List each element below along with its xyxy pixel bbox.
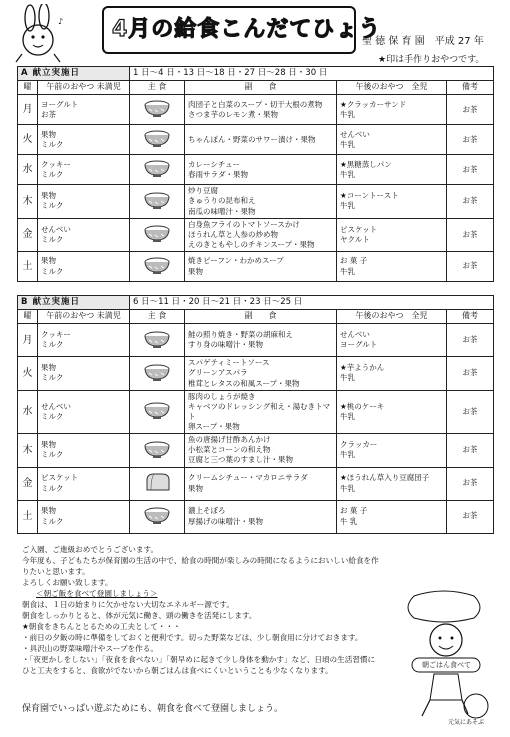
footer-line: よろしくお願い致します。 [22,578,113,587]
remarks-cell: お茶 [447,324,494,357]
day-cell: 月 [18,95,38,125]
pm-snack-cell: せんべい ヨーグルト [337,324,447,357]
menu-dates: 1 日～4 日・13 日～18 日・27 日～28 日・30 日 [130,67,494,81]
day-cell: 木 [18,185,38,218]
side-dish-cell: スパゲティミートソース グリーンアスパラ 椎茸とレタスの和風スープ・果物 [185,357,337,390]
menu-label: A 献立実施日 [18,67,130,81]
side-dish-cell: 豚肉のしょうが焼き キャベツのドレッシング和え・湯むきトマト 卵スープ・果物 [185,390,337,434]
pm-snack-cell: ★黒糖蒸しパン 牛乳 [337,155,447,185]
rice-bowl-icon [142,223,172,243]
staple-cell [130,500,185,533]
menu-table-b [17,295,494,534]
staple-cell [130,467,185,500]
am-snack-cell: 果物 ミルク [38,125,130,155]
page-title: 4月の給食こんだてひょう [112,17,382,42]
day-cell: 金 [18,218,38,251]
day-cell: 火 [18,357,38,390]
footer-line: ＜朝ご飯を食べて登園しましょう＞ [36,589,158,598]
am-snack-cell: 果物 ミルク [38,357,130,390]
remarks-cell: お茶 [447,467,494,500]
pm-snack-cell: お 菓 子 牛 乳 [337,500,447,533]
handmade-note: ★印は手作りおやつです。 [378,55,485,65]
day-cell: 木 [18,434,38,467]
pm-snack-cell: ★ほうれん草入り豆腐団子 牛乳 [337,467,447,500]
day-cell: 水 [18,155,38,185]
col-day: 曜 [18,81,38,95]
rice-bowl-icon [142,190,172,210]
table-row [18,500,494,533]
remarks-cell: お茶 [447,500,494,533]
day-cell: 土 [18,252,38,282]
col-am-snack: 午前のおやつ 未満児 [38,310,130,324]
footer-text [22,544,382,676]
side-dish-cell: ちゃんぽん・野菜のサワー漬け・果物 [185,125,337,155]
table-row [18,252,494,282]
table-row [18,185,494,218]
rice-bowl-icon [142,439,172,459]
remarks-cell: お茶 [447,155,494,185]
col-remarks: 備考 [447,310,494,324]
staple-cell [130,252,185,282]
rice-bowl-icon [142,128,172,148]
side-dish-cell: 白身魚フライのトマトソースかけ ほうれん草と人参の炒め物 えのきともやしのチキンスープ・果物 [185,218,337,251]
am-snack-cell: 果物 ミルク [38,185,130,218]
am-snack-cell: ヨーグルト お茶 [38,95,130,125]
remarks-cell: お茶 [447,357,494,390]
footer-line: ご入園、ご進級おめでとうございます。 [22,545,159,554]
col-am-snack: 午前のおやつ 未満児 [38,81,130,95]
remarks-cell: お茶 [447,95,494,125]
rice-bowl-icon [142,362,172,382]
remarks-cell: お茶 [447,218,494,251]
table-row [18,357,494,390]
am-snack-cell: 果物 ミルク [38,500,130,533]
col-day: 曜 [18,310,38,324]
footer-line: ・「夜更かしをしない」「夜食を食べない」「朝早めに起きて少し身体を動かす」など、日頃の生活習慣に [22,655,376,664]
staple-cell [130,155,185,185]
pm-snack-cell: せんべい 牛乳 [337,125,447,155]
table-row [18,155,494,185]
remarks-cell: お茶 [447,252,494,282]
boy-eating-breakfast-illustration [394,588,494,728]
footer-line: ・前日の夕飯の時に準備をしておくと便利です。切った野菜などは、少し朝食用に分けておきます。 [22,633,363,642]
rice-bowl-icon [142,329,172,349]
col-staple: 主 食 [130,310,185,324]
staple-cell [130,357,185,390]
col-staple: 主 食 [130,81,185,95]
pm-snack-cell: ビスケット ヤクルト [337,218,447,251]
school-name: 聖 徳 保 育 園 平成 27 年 [362,36,484,47]
table-row [18,95,494,125]
pm-snack-cell: お 菓 子 牛乳 [337,252,447,282]
footer-line: 朝食をしっかりとると、体が元気に働き、頭の働きを活発にします。 [22,611,257,620]
menu-band [18,296,494,310]
svg-text:♪: ♪ [58,17,64,26]
pm-snack-cell: クラッカー 牛乳 [337,434,447,467]
side-dish-cell: 焼きビーフン・わかめスープ 果物 [185,252,337,282]
side-dish-cell: 濃上そぼろ 厚揚げの味噌汁・果物 [185,500,337,533]
day-cell: 水 [18,390,38,434]
rice-bowl-icon [142,505,172,525]
table-row [18,125,494,155]
illustration-signature: 元気にあそぶ [448,719,485,726]
closing-line: 保育園でいっぱい遊ぶためにも、朝食を食べて登園しましょう。 [22,704,284,714]
table-row [18,324,494,357]
side-dish-cell: クリームシチュー・マカロニサラダ 果物 [185,467,337,500]
staple-cell [130,324,185,357]
day-cell: 土 [18,500,38,533]
day-cell: 火 [18,125,38,155]
side-dish-cell: 炒り豆腐 きゅうりの昆布和え 南瓜の味噌汁・果物 [185,185,337,218]
menu-table-a [17,66,494,282]
side-dish-cell: 肉団子と白菜のスープ・切干大根の煮物 さつま芋のレモン煮・果物 [185,95,337,125]
pm-snack-cell: ★コーントースト 牛乳 [337,185,447,218]
col-pm-snack: 午後のおやつ 全児 [337,310,447,324]
staple-cell [130,95,185,125]
rice-bowl-icon [142,158,172,178]
pm-snack-cell: ★桃のケーキ 牛乳 [337,390,447,434]
illustration-caption: 朝ごはん食べて [422,661,471,669]
footer-line: ・具沢山の野菜味噌汁やスープを作る。 [22,644,158,653]
remarks-cell: お茶 [447,390,494,434]
remarks-cell: お茶 [447,434,494,467]
table-row [18,467,494,500]
rice-bowl-icon [142,98,172,118]
col-side: 副 食 [185,81,337,95]
remarks-cell: お茶 [447,125,494,155]
side-dish-cell: 鮭の照り焼き・野菜の胡麻和え すり身の味噌汁・果物 [185,324,337,357]
remarks-cell: お茶 [447,185,494,218]
table-row [18,434,494,467]
staple-cell [130,218,185,251]
am-snack-cell: 果物 ミルク [38,434,130,467]
side-dish-cell: カレーシチュー 春雨サラダ・果物 [185,155,337,185]
am-snack-cell: 果物 ミルク [38,252,130,282]
menu-dates: 6 日～11 日・20 日～21 日・23 日～25 日 [130,296,494,310]
day-cell: 月 [18,324,38,357]
rice-bowl-icon [142,400,172,420]
table-row [18,218,494,251]
footer-line: ひと工夫をすると、食欲がでないから朝ごはんは食べにくいということも少なくなります。 [22,666,333,675]
am-snack-cell: せんべい ミルク [38,218,130,251]
staple-cell [130,125,185,155]
footer-line: 今年度も、子どもたちが保育園の生活の中で、給食の時間が楽しみの時間になるようにおいしい給食を作りたいと思います。 [22,556,379,576]
staple-cell [130,434,185,467]
bread-loaf-icon [142,472,172,492]
am-snack-cell: せんべい ミルク [38,390,130,434]
col-side: 副 食 [185,310,337,324]
column-header-row [18,81,494,95]
col-remarks: 備考 [447,81,494,95]
footer-line: ★朝食をきちんととるための工夫として・・・ [22,622,181,631]
staple-cell [130,185,185,218]
am-snack-cell: ビスケット ミルク [38,467,130,500]
pm-snack-cell: ★クラッカーサンド 牛乳 [337,95,447,125]
menu-label: B 献立実施日 [18,296,130,310]
table-row [18,390,494,434]
am-snack-cell: クッキー ミルク [38,155,130,185]
menu-band [18,67,494,81]
pm-snack-cell: ★芋ようかん 牛乳 [337,357,447,390]
staple-cell [130,390,185,434]
side-dish-cell: 魚の唐揚げ甘酢あんかけ 小松菜とコーンの和え物 豆腐と三つ葉のすまし汁・果物 [185,434,337,467]
rabbit-mascot-icon [8,4,78,66]
rice-bowl-icon [142,255,172,275]
am-snack-cell: クッキー ミルク [38,324,130,357]
col-pm-snack: 午後のおやつ 全児 [337,81,447,95]
footer-line: 朝食は、１日の始まりに欠かせない大切なエネルギー源です。 [22,600,235,609]
column-header-row [18,310,494,324]
day-cell: 金 [18,467,38,500]
